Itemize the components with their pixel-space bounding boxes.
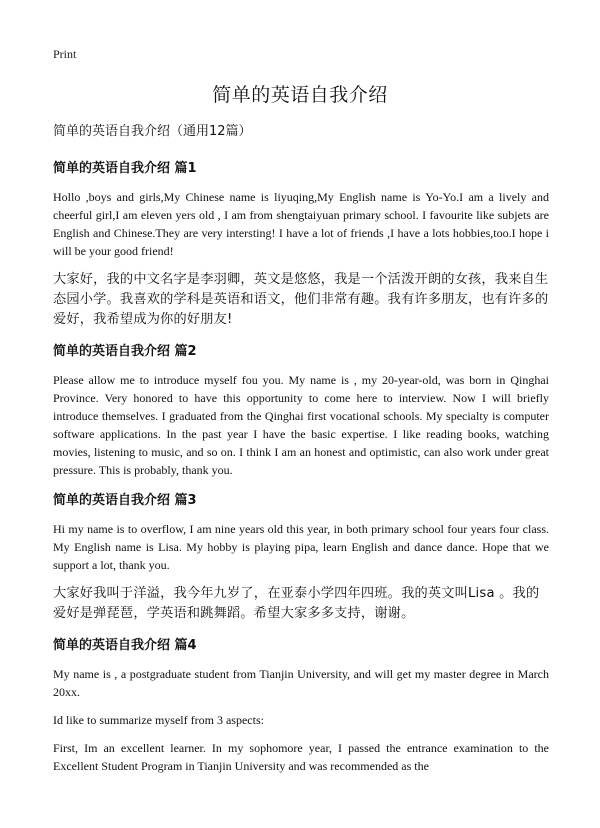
english-paragraph: Id like to summarize myself from 3 aspects: <box>53 713 264 727</box>
page-title: 简单的英语自我介绍 <box>212 84 388 106</box>
section-heading: 简单的英语自我介绍 篇2 <box>53 344 197 359</box>
section-heading: 简单的英语自我介绍 篇3 <box>53 493 197 508</box>
english-paragraph: Hi my name is to overflow, I am nine years old this year, in both primary school four years four class. My English name is Lisa. My hobby is playing pipa, learn English and dance dance. Hope that we support a lot, thank you. <box>53 522 549 572</box>
section-2 <box>53 340 549 479</box>
section-4 <box>53 634 549 775</box>
document-body <box>53 118 549 785</box>
section-heading: 简单的英语自我介绍 篇4 <box>53 638 197 653</box>
section-heading: 简单的英语自我介绍 篇1 <box>53 161 197 176</box>
print-label[interactable]: Print <box>53 47 77 61</box>
chinese-paragraph: 大家好，我的中文名字是李羽卿，英文是悠悠，我是一个活泼开朗的女孩，我来自生态园小学。我喜欢的学科是英语和语文，他们非常有趣。我有许多朋友，也有许多的爱好，我希望成为你的好朋友! <box>53 272 549 327</box>
section-1 <box>53 157 549 330</box>
section-3 <box>53 489 549 624</box>
english-paragraph: Please allow me to introduce myself fou you. My name is , my 20-year-old, was born in Qinghai Province. Very honored to have this opportunity to come here to interview. Now I will briefly introduce themselves. I graduated from the Qinghai first vocational schools. My specialty is computer software applications. In the past year I have the basic expertise. I like reading books, watching movies, listening to music, and so on. I think I am an honest and optimistic, can also work under great pressure. This is probably, thank you. <box>53 373 549 477</box>
english-paragraph: My name is , a postgraduate student from Tianjin University, and will get my master degree in March 20xx. <box>53 667 549 699</box>
chinese-paragraph: 大家好我叫于洋溢，我今年九岁了，在亚泰小学四年四班。我的英文叫Lisa 。我的爱好是弹琵琶，学英语和跳舞蹈。希望大家多多支持，谢谢。 <box>53 586 540 621</box>
english-paragraph: Hollo ,boys and girls,My Chinese name is liyuqing,My English name is Yo-Yo.I am a lively and cheerful girl,I am eleven yers old , I am from shengtaiyuan primary school. I favourite like subjets are English and Chinese.They are very intersting! I have a lot of friends ,I have a lots hobbies,too.I hope i will be your good friend! <box>53 190 549 258</box>
english-paragraph: First, Im an excellent learner. In my sophomore year, I passed the entrance examination to the Excellent Student Program in Tianjin University and was recommended as the <box>53 741 549 773</box>
document-subtitle: 简单的英语自我介绍（通用12篇） <box>53 124 252 139</box>
